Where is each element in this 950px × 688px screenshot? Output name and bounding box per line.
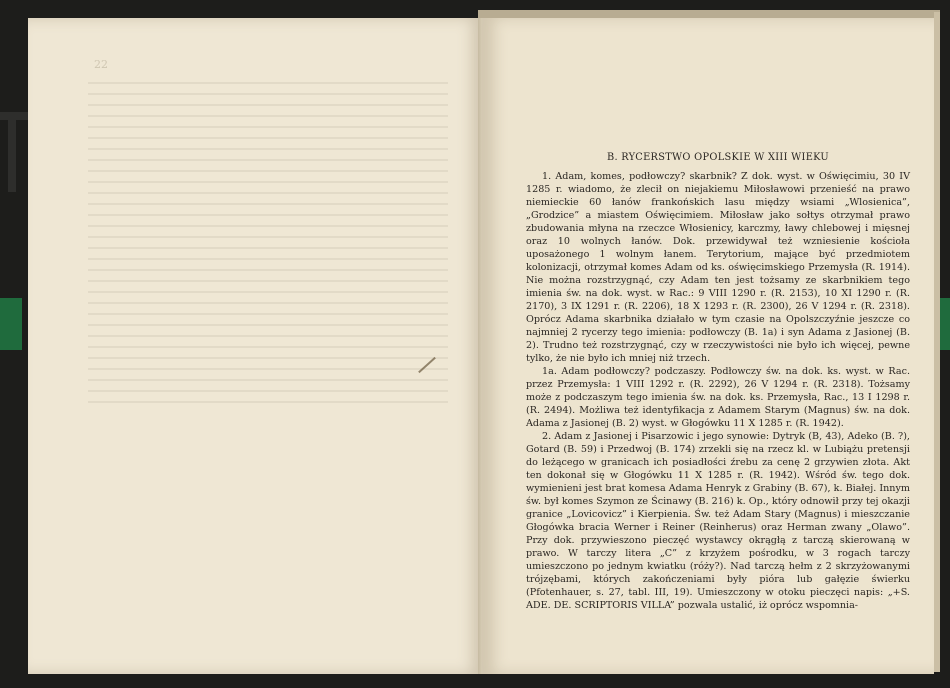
page-edge-right	[934, 12, 940, 672]
paragraph-2: 2. Adam z Jasionej i Pisarzowic i jego synowie: Dytryk (B, 43), Adeko (B. ?), Gotard (B. 59) i Przedwoj (B. 174) zrzekli się na rzecz kl. w Lubiążu pretensji do leżącego w granicach ich posiadłości źrebu za cenę 2 grzywien złota. Akt ten dokonał się w Głogówku 11 X 1285 r. (R. 1942). Wśród św. tego dok. wymienieni jest brat komesa Adama Henryk z Grabiny (B. 67), k. Białej. Innym św. był komes Szymon ze Ścinawy (B. 216) k. Op., który odnowił przy tej okazji granice „Lovicovicz” i Kierpienia. Św. też Adam Stary (Magnus) i mieszczanie Głogówka bracia Werner i Reiner (Reinherus) oraz Herman zwany „Olawo”. Przy dok. przywieszono pieczęć wystawcy okrągłą z tarczą skierowaną w prawo. W tarczy litera „C” z krzyżem pośrodku, w 3 rogach tarczy umieszczono po jednym kwiatku (róży?). Nad tarczą hełm z 2 skrzyżowanymi trójzębami, których zakończeniami były pióra lub gałęzie świerku (Pfotenhauer, s. 27, tabl. III, 19). Umieszczony w otoku pieczęci napis: „+S. ADE. DE. SCRIPTORIS VILLA” pozwala ustalić, iż oprócz wspomnia-	[526, 431, 910, 611]
background-frame-left	[8, 112, 16, 192]
green-tape-left	[0, 298, 22, 350]
bleed-through-text	[88, 82, 448, 412]
left-page	[28, 18, 482, 674]
section-heading: B. RYCERSTWO OPOLSKIE W XIII WIEKU	[606, 152, 829, 163]
page-number: 22	[94, 58, 108, 71]
right-page-text	[526, 151, 910, 612]
paragraph-1: 1. Adam, komes, podłowczy? skarbnik? Z dok. wyst. w Oświęcimiu, 30 IV 1285 r. wiadomo, że zlecił on niejakiemu Miłosławowi przenieść na prawo niemieckie 60 łanów frankońskich lasu między wsiami „Wlosienica”, „Grodzice” a miastem Oświęcimiem. Miłosław jako sołtys otrzymał prawo zbudowania młyna na rzeczce Włosienicy, karczmy, ławy chlebowej i mięsnej oraz 10 wolnych łanów. Dok. przewidywał też wzniesienie kościoła uposażonego 1 wolnym łanem. Terytorium, mające być przedmiotem kolonizacji, otrzymał komes Adam od ks. oświęcimskiego Przemysła (R. 1914). Nie można rozstrzygnąć, czy Adam ten jest tożsamy ze skarbnikiem tego imienia św. na dok. wyst. w Rac.: 9 VIII 1290 r. (R. 2153), 10 XI 1290 r. (R. 2170), 3 IX 1291 r. (R. 2206), 18 X 1293 r. (R. 2300), 26 V 1294 r. (R. 2318). Oprócz Adama skarbnika działało w tym czasie na Opolszczyźnie jeszcze co najmniej 2 rycerzy tego imienia: podłowczy (B. 1a) i syn Adama z Jasionej (B. 2). Trudno też rozstrzygnąć, czy w rzeczywistości nie było ich więcej, pewne tylko, że nie było ich mniej niż trzech.	[526, 171, 910, 364]
paragraph-1a: 1a. Adam podłowczy? podczaszy. Podłowczy św. na dok. ks. wyst. w Rac. przez Przemysła: 1 VIII 1292 r. (R. 2292), 26 V 1294 r. (R. 2318). Tożsamy może z podczaszym tego imienia św. na dok. ks. Przemysła, Rac., 13 I 1298 r. (R. 2494). Możliwa też identyfikacja z Adamem Starym (Magnus) św. na dok. Adama z Jasionej (B. 2) wyst. w Głogówku 11 X 1285 r. (R. 1942).	[526, 366, 910, 429]
